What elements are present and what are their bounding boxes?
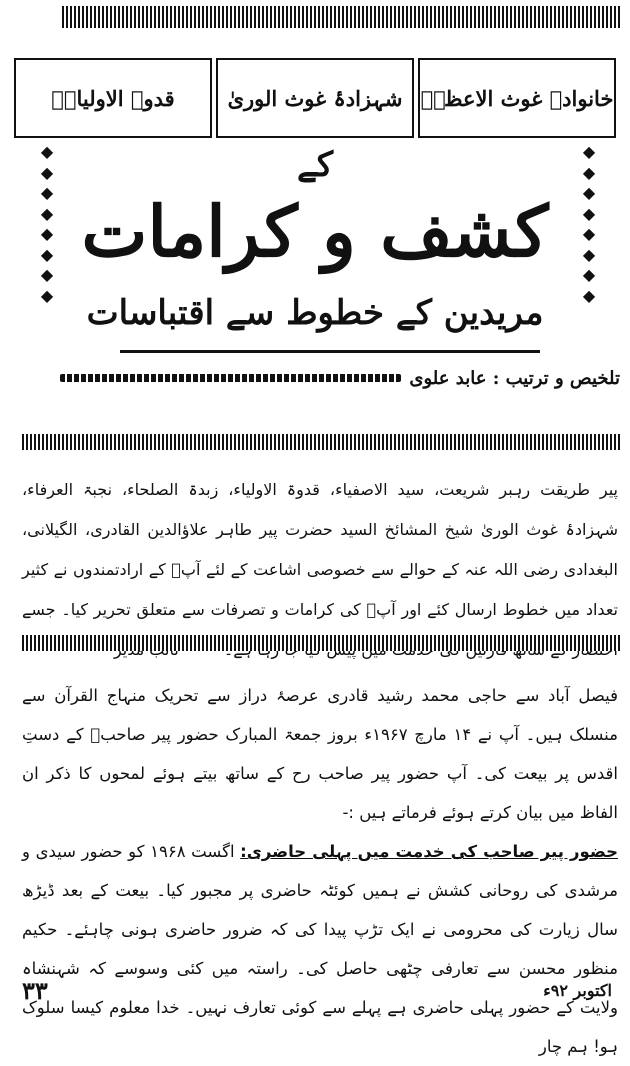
article-body [22, 676, 618, 1066]
diamond-ornament-icon: ◆ [40, 265, 54, 285]
author-credit: تلخیص و ترتیب : عابد علوی [409, 367, 620, 389]
page-number: ۳۳ [22, 975, 48, 1005]
diamond-ornament-icon: ◆ [40, 203, 54, 223]
diamond-ornament-icon: ◆ [582, 265, 596, 285]
diamond-ornament-icon: ◆ [582, 244, 596, 264]
body-paragraph [22, 832, 618, 1066]
header-banner [12, 58, 618, 138]
banner-item-family: خانوادۂ غوث الاعظمؓ [418, 58, 616, 138]
diamond-ornament-icon: ◆ [40, 224, 54, 244]
diamond-ornament-icon: ◆ [40, 142, 54, 161]
title-block [0, 138, 630, 308]
diamond-ornament-icon: ◆ [582, 183, 596, 203]
diamond-ornament-icon: ◆ [40, 244, 54, 264]
diamond-ornament-icon: ◆ [582, 162, 596, 182]
banner-item-prince: شہزادۂ غوث الوریٰ [216, 58, 414, 138]
diamond-ornament-icon: ◆ [40, 183, 54, 203]
diamond-ornament-icon: ◆ [582, 224, 596, 244]
diamond-ornament-icon: ◆ [582, 203, 596, 223]
dotted-leader [60, 374, 401, 382]
section-hatched-rule [22, 635, 622, 651]
page-title: کشف و کرامات [81, 190, 549, 273]
author-row [60, 366, 620, 390]
page-subtitle: مریدین کے خطوط سے اقتباسات [86, 293, 544, 333]
diamond-ornament-icon: ◆ [40, 285, 54, 305]
diamond-ornament-icon: ◆ [582, 285, 596, 305]
subtitle-underline [120, 350, 540, 353]
body-paragraph-text: اگست ۱۹۶۸ کو حضور سیدی و مرشدی کی روحانی کشش نے ہمیں کوئٹہ حاضری پر مجبور کیا۔ بیعت کے بعد ڈیڑھ سال زیارت کی محرومی نے ایک تڑپ پیدا کی کہ ضرور حاضری ہونی چاہئے۔ حکیم منظور محسن سے تعارفی چٹھی حاصل کی۔ راستہ میں کئی وسوسے کہ شہنشاہ ولایت کے حضور پہلی حاضری ہے پہلے سے کوئی تعارف نہیں۔ خدا معلوم کیسا سلوک ہو! ہم چار [22, 842, 618, 1056]
banner-item-exemplar: قدوۃ الاولیاءؒ [14, 58, 212, 138]
issue-date: اکتوبر ۹۲ء [543, 980, 612, 1000]
top-hatched-rule [62, 6, 622, 28]
page-footer [22, 976, 612, 1004]
diamond-ornament-icon: ◆ [40, 162, 54, 182]
section-hatched-rule [22, 434, 622, 450]
title-connector: کے [296, 145, 334, 185]
section-heading: حضور پیر صاحب کی خدمت میں پہلی حاضری: [240, 842, 619, 861]
intro-text: پیر طریقت رہبر شریعت، سید الاصفیاء، قدوۃ الاولیاء، زبدۃ الصلحاء، نجبۃ العرفاء، شہزادۂ غوث الوریٰ شیخ المشائخ السید حضرت پیر طاہر علاؤالدین القادری، الگیلانی، البغدادی رضی اللہ عنہ کے حوالے سے خصوصی اشاعت کے لئے آپؒ کے ارادتمندوں نے کثیر تعداد میں خطوط ارسال کئے اور آپؒ کی کرامات و تصرفات سے متعلق تحریر کیا۔ جسے [22, 480, 618, 619]
body-paragraph: فیصل آباد سے حاجی محمد رشید قادری عرصۂ دراز سے تحریک منہاج القرآن سے منسلک ہیں۔ آپ نے ۱۴ مارچ ۱۹۶۷ء بروز جمعۃ المبارک حضور پیر صاحبؒ کے دستِ اقدس پر بیعت کی۔ آپ حضور پیر صاحب رح کے ساتھ بیتے ہوئے لمحوں کا ذکر ان الفاظ میں بیان کرتے ہوئے فرماتے ہیں :- [22, 686, 618, 822]
diamond-ornament-icon: ◆ [582, 142, 596, 161]
